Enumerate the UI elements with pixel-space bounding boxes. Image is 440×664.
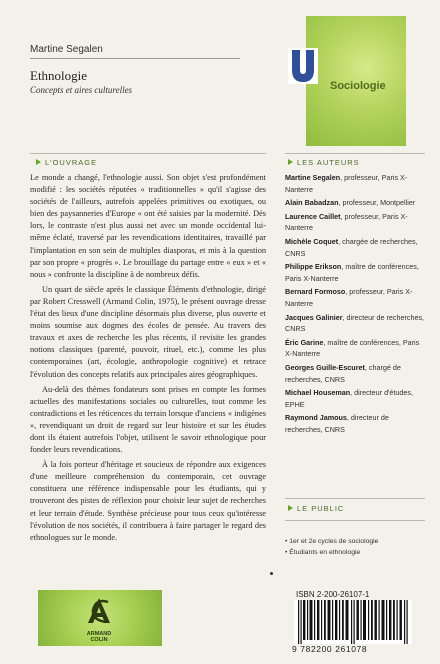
author-entry: Martine Segalen, professeur, Paris X-Nanterre — [285, 173, 408, 194]
barcode-icon — [294, 600, 412, 644]
publisher-emblem-icon — [84, 596, 114, 626]
section-header-public — [288, 504, 344, 513]
audience-list — [285, 536, 425, 558]
section-label: L'OUVRAGE — [45, 158, 98, 167]
isbn-text: ISBN 2-200-26107-1 — [296, 590, 370, 599]
author-entry: Raymond Jamous, directeur de recherches, CNRS — [285, 413, 389, 434]
author-entry: Georges Guille-Escuret, chargé de recherches, CNRS — [285, 362, 401, 384]
header-divider — [30, 58, 240, 59]
author-entry: Éric Garine, maître de conférences, Paris X-Nanterre — [285, 337, 420, 359]
publisher-name-line1: ARMAND — [86, 631, 112, 637]
publisher-name-line2: COLIN — [90, 637, 108, 643]
description-text — [30, 172, 266, 547]
paragraph: Le monde a changé, l'ethnologie aussi. Son objet s'est profondément modifié : les sociétés réputées « traditionnelles » qu'il s'agisse des sociétés de l'ailleurs, autrefois appelées primitives ou exotiques, ou bien des paysanneries d'Europe « ont été saisies par la modernité. Dès lors, le contraste n'est plus aussi net avec un monde occidental lui-même éclaté, traversé par les revendications identitaires, travaillé par l'implantation en son sein de multiples diasporas, et mis à la question par son propre « progrès ». Le brouillage du partage entre « eux » et « nous » confronte la discipline à de nombreux défis. — [30, 173, 266, 279]
series-u-logo-icon — [288, 48, 318, 84]
audience-item: • Étudiants en ethnologie — [285, 547, 425, 558]
section-divider — [285, 153, 425, 154]
ean-number: 9 782200 261078 — [292, 644, 368, 654]
section-header-auteurs — [288, 158, 360, 167]
section-header-ouvrage — [36, 158, 97, 167]
book-subtitle: Concepts et aires culturelles — [30, 85, 133, 95]
authors-list — [285, 172, 425, 437]
author-entry: Philippe Erikson, maître de conférences, Paris X-Nanterre — [285, 262, 419, 283]
paragraph: Un quart de siècle après le classique Éléments d'ethnologie, dirigé par Robert Cresswell (Armand Colin, 1975), le présent ouvrage dresse l'état des lieux d'une discipline désormais plus diverse, plus ouverte et moins soumise aux dogmes des écoles de pensée. Au travers des travaux et axes de recherche les plus récents, il revisite les grandes notions classiques (parenté, pouvoir, rituel, etc.), comme les plus contemporaines (art, écologie, anthropologie cognitive) et retrace l'évolution des concepts relatifs aux principales aires géographiques. — [30, 284, 266, 379]
author-entry: Michael Houseman, directeur d'études, EPHE — [285, 388, 414, 409]
author-entry: Laurence Caillet, professeur, Paris X-Nanterre — [285, 211, 408, 233]
section-label: LE PUBLIC — [297, 504, 345, 513]
series-label: Sociologie — [330, 80, 386, 92]
publisher-logo — [74, 596, 124, 642]
bullet-dot — [270, 572, 273, 575]
author-name: Martine Segalen — [30, 44, 103, 55]
section-divider — [30, 153, 266, 154]
section-label: LES AUTEURS — [297, 158, 360, 167]
section-divider — [285, 498, 425, 499]
arrow-icon — [288, 159, 293, 165]
section-divider — [285, 520, 425, 521]
paragraph: À la fois porteur d'héritage et soucieux de répondre aux exigences d'une meilleure compréhension du contemporain, cet ouvrage constituera une référence indispensable pour les étudiants, qui y trouveront des pistes de réflexion pour choisir leur sujet de recherches et leur terrain d'étude. Synthèse précieuse pour tous ceux qu'intéresse l'évolution de nos sociétés, il contribuera à faire partager le regard des ethnologues sur le monde. — [30, 460, 266, 542]
arrow-icon — [288, 505, 293, 511]
audience-item: • 1er et 2e cycles de sociologie — [285, 536, 425, 547]
paragraph: Au-delà des thèmes fondateurs sont prises en compte les formes actuelles des manifestations sociales ou culturelles, tout comme les contradictions et les réticences du terrain lorsque d'anciens « indigènes », revendiquant un droit de regard sur leur histoire et sur les études dont ils étaient autrefois l'objet, utilisent le savoir ethnologique pour fonder leurs revendications. — [30, 384, 266, 455]
book-title: Ethnologie — [30, 68, 88, 83]
author-entry: Alain Babadzan, professeur, Montpellier — [285, 198, 416, 208]
arrow-icon — [36, 159, 41, 165]
author-entry: Michèle Coquet, chargée de recherches, CNRS — [285, 236, 418, 258]
author-entry: Bernard Formoso, professeur, Paris X-Nanterre — [285, 287, 413, 308]
author-entry: Jacques Galinier, directeur de recherches, CNRS — [285, 312, 425, 334]
